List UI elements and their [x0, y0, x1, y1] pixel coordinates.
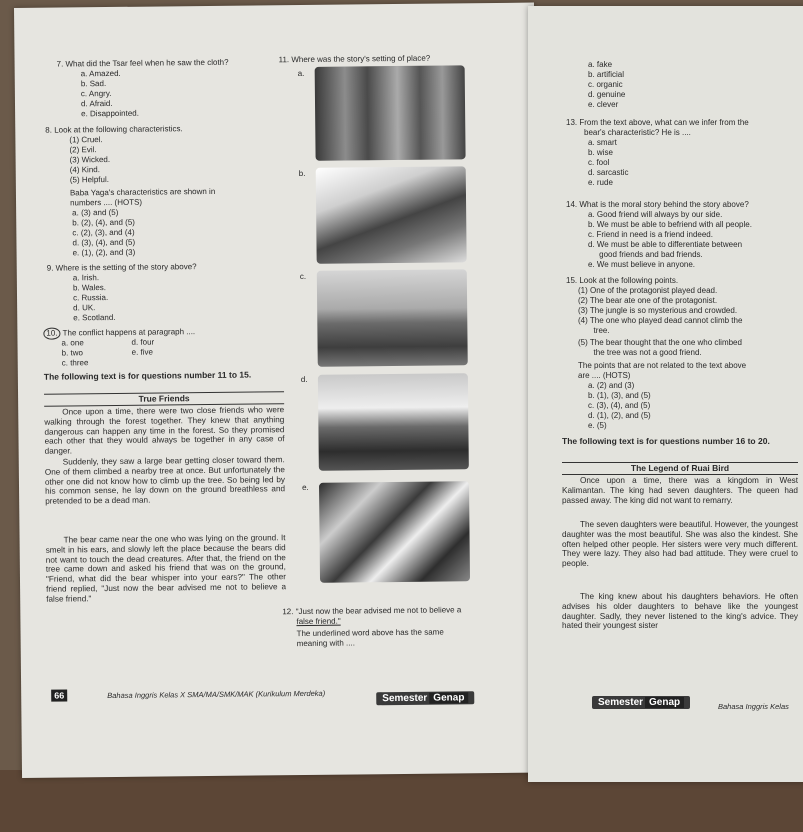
story-paragraph: Once upon a time, there were two close friends who were walking through the forest together. They knew that anything dangerous can happen any time in the forest. So they promised each other that they would always be together in any case of danger. [44, 405, 285, 456]
q8-option: d. (3), (4), and (5) [72, 237, 136, 248]
q15-point: (4) The one who played dead cannot climb the [578, 316, 743, 325]
q7-option: e. Disappointed. [81, 108, 139, 119]
q8-char: (5) Helpful. [69, 175, 109, 185]
badge-text: Semester [382, 692, 428, 705]
q15-point: the tree was not a good friend. [578, 348, 702, 357]
section-instruction: The following text is for questions number 11 to 15. [43, 369, 252, 382]
page-number: 66 [51, 689, 67, 701]
q8-char: (3) Wicked. [69, 155, 111, 165]
forest-photo [315, 65, 466, 161]
q12-option: e. clever [588, 100, 619, 109]
q8-stem: 8. Look at the following characteristics. [45, 124, 183, 135]
q12-option: c. organic [588, 80, 623, 89]
q10-option: d. four [131, 337, 155, 347]
story-title: True Friends [44, 391, 284, 407]
q15-point: (1) One of the protagonist played dead. [578, 286, 718, 295]
story-paragraph: The seven daughters were beautiful. However, the youngest daughter was the most beautiful. She was also the kindest. She often helped other people. Her sisters were very much different. They were lazy. They also had bad attitude. They were cruel to people. [562, 520, 799, 569]
q15-lead: The points that are not related to the text above [578, 361, 747, 370]
q7-option: d. Afraid. [80, 98, 113, 109]
q12-option: b. artificial [588, 70, 625, 79]
q15-option: c. (3), (4), and (5) [588, 401, 651, 410]
left-page [14, 3, 542, 778]
q9-option: b. Wales. [72, 283, 107, 293]
q7-stem: 7. What did the Tsar feel when he saw the cloth? [56, 57, 229, 69]
semester-badge [592, 696, 690, 709]
q10-number: 10. [43, 328, 60, 340]
q8-option: a. (3) and (5) [72, 207, 119, 218]
q9-option: a. Irish. [72, 273, 100, 283]
q8-option: c. (2), (3), and (4) [72, 227, 135, 238]
q11-label: b. [298, 168, 306, 179]
q9-stem: 9. Where is the setting of the story above? [46, 262, 197, 273]
footer-text: Bahasa Inggris Kelas [718, 702, 789, 711]
volcano-photo [318, 373, 469, 471]
badge-text: Semester [598, 697, 644, 708]
right-page [528, 6, 803, 782]
q10-stem: The conflict happens at paragraph .... [62, 327, 196, 338]
q14-option: c. Friend in need is a friend indeed. [588, 230, 713, 239]
q12-option: a. fake [588, 60, 613, 69]
q15-point: (2) The bear ate one of the protagonist. [578, 296, 718, 305]
q11-stem: 11. Where was the story's setting of place? [278, 53, 431, 65]
q13-option: e. rude [588, 178, 613, 187]
story-paragraph: Once upon a time, there was a kingdom in West Kalimantan. The king had seven daughters. The queen had passed away. The king did not want to remarry. [562, 476, 798, 505]
q7-option: c. Angry. [80, 88, 112, 99]
q15-option: a. (2) and (3) [588, 381, 635, 390]
q11-label: d. [300, 374, 308, 385]
q10-option: b. two [61, 348, 84, 358]
q15-point: tree. [578, 326, 610, 335]
q15-point: (5) The bear thought that the one who climbed [578, 338, 742, 347]
q9-option: d. UK. [73, 303, 96, 313]
q7-option: a. Amazed. [80, 68, 121, 79]
q14-option: b. We must be able to befriend with all people. [588, 220, 752, 229]
badge-text-dark: Genap [429, 692, 468, 703]
beach-photo [316, 166, 467, 264]
q14-option: good friends and bad friends. [588, 250, 703, 259]
q11-label: c. [299, 271, 307, 282]
q10-option: e. five [131, 347, 154, 357]
q8-lead: Baba Yaga's characteristics are shown in [69, 186, 216, 198]
q13-option: a. smart [588, 138, 617, 147]
q15-point: (3) The jungle is so mysterious and crowded. [578, 306, 738, 315]
q9-option: e. Scotland. [73, 312, 116, 323]
snowy-mountain-photo [319, 481, 470, 583]
badge-text-dark: Genap [645, 697, 684, 708]
q8-char: (1) Cruel. [69, 135, 103, 145]
q15-lead2: are .... (HOTS) [578, 371, 631, 380]
q15-stem: 15. Look at the following points. [566, 276, 679, 285]
q8-option: b. (2), (4), and (5) [72, 217, 135, 228]
story-paragraph: The king knew about his daughters behaviors. He often advises his older daughters to behave like the youngest daughter. Sadly, they never listened to the king's advice. They hated their youngest sister [562, 592, 798, 631]
q12-line: 12. "Just now the bear advised me not to believe a [282, 605, 462, 617]
q10-stem-row [43, 326, 195, 339]
story-paragraph: The bear came near the one who was lying on the ground. It smelt in his ears, and slowly left the place because the bears did not want to touch the dead creatures. After that, the friend on the tree came down and asked his friend that was on the ground, "Friend, what did the bear whisper into your ears?" The other friend replied, "Just now the bear advised me not to believe a false friend." [45, 533, 287, 604]
q11-label: e. [301, 482, 309, 493]
q8-option: e. (1), (2), and (3) [72, 247, 136, 258]
q8-char: (4) Kind. [69, 165, 100, 175]
story-paragraph: Suddenly, they saw a large bear getting closer toward them. One of them climbed a nearby tree at once. But unfortunately the other one did not know how to climb up the tree. So being led by his common sense, he lay down on the ground breathless and pretended to be a dead man. [44, 455, 286, 506]
q7-option: b. Sad. [80, 79, 107, 89]
q11-label: a. [297, 68, 305, 79]
q9-option: c. Russia. [72, 293, 109, 303]
q14-option: a. Good friend will always by our side. [588, 210, 723, 219]
q13-option: c. fool [588, 158, 610, 167]
q13-stem: 13. From the text above, what can we infer from the [566, 118, 749, 127]
q13-option: b. wise [588, 148, 613, 157]
q15-option: b. (1), (3), and (5) [588, 391, 651, 400]
q13-option: d. sarcastic [588, 168, 629, 177]
footer-text: Bahasa Inggris Kelas X SMA/MA/SMK/MAK (Kurikulum Merdeka) [107, 688, 326, 701]
q13-stem2: bear's characteristic? He is .... [584, 128, 691, 137]
story-title: The Legend of Ruai Bird [562, 462, 798, 475]
q10-option: a. one [61, 338, 84, 348]
q12-option: d. genuine [588, 90, 626, 99]
q14-option: e. We must believe in anyone. [588, 260, 696, 269]
q8-char: (2) Evil. [69, 145, 97, 155]
q12-line: The underlined word above has the same [296, 627, 444, 639]
semester-badge [376, 691, 474, 705]
savanna-photo [317, 269, 468, 367]
q12-line: meaning with .... [296, 638, 355, 649]
q15-option: d. (1), (2), and (5) [588, 411, 651, 420]
section-instruction: The following text is for questions number 16 to 20. [562, 436, 770, 446]
q14-stem: 14. What is the moral story behind the story above? [566, 200, 749, 209]
q8-lead2: numbers .... (HOTS) [69, 197, 143, 208]
q14-option: d. We must be able to differentiate between [588, 240, 743, 249]
q12-underlined-phrase: false friend." [296, 616, 341, 627]
q10-option: c. three [61, 358, 89, 368]
q15-option: e. (5) [588, 421, 607, 430]
